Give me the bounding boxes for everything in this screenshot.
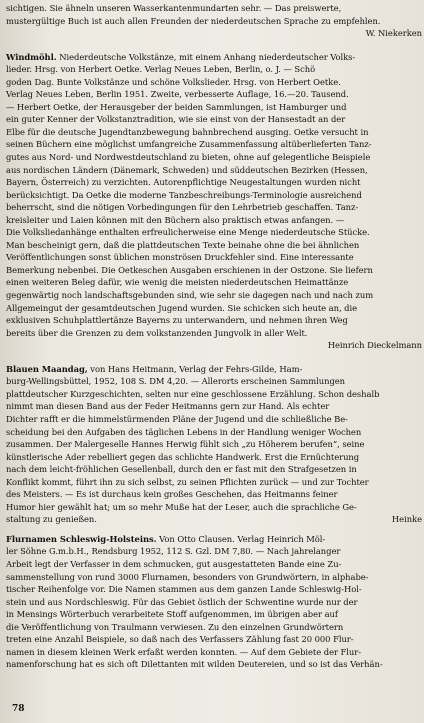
text-line: einen weiteren Beleg dafür, wie wenig die meisten niederdeutschen Heimattänze (6, 277, 349, 288)
text-line (6, 533, 422, 546)
text-line: nimmt man diesen Band aus der Feder Heitmanns gern zur Hand. Als echter (6, 401, 330, 412)
text-line: beherrscht, sind die nötigen Vorbedingungen für den Lehrbetrieb geschaffen. Tanz- (6, 202, 359, 213)
text-line-rest: von Hans Heitmann, Verlag der Fehrs-Gilde, Ham- (90, 363, 303, 374)
text-line: Bayern, Österreich) zu verzichten. Autorenpflichtige Neugestaltungen wurden nicht (6, 177, 361, 188)
text-line: Konflikt kommt, führt ihn zu sich selbst, zu seinen Pflichten zurück — und zur Tochter (6, 476, 369, 487)
text-line: scheidung bei den Aufgaben des täglichen Lebens in der Handlung weniger Wochen (6, 426, 362, 437)
text-line: ein guter Kenner der Volkstanztradition, wie sie einst von der Hansestadt an der (6, 114, 346, 125)
text-line: Man bescheinigt gern, daß die plattdeutschen Texte beinahe ohne die bei ähnlichen (6, 239, 360, 250)
text-line: des Meisters. — Es ist durchaus kein großes Geschehen, das Heitmanns feiner (6, 489, 338, 500)
review-blauen-maandag (6, 363, 422, 526)
review-flurnamen (6, 533, 422, 671)
text-line: Bemerkung nebenbei. Die Oetkeschen Ausgaben erschienen in der Ostzone. Sie liefern (6, 264, 373, 275)
reviewer-signature: Heinrich Dieckelmann (327, 340, 422, 351)
text-line: ler Söhne G.m.b.H., Rendsburg 1952, 112 S. Gzl. DM 7,80. — Nach jahrelanger (6, 546, 341, 557)
text-line: die Veröffentlichung von Traulmann verwiesen. Zu den einzelnen Grundwörtern (6, 621, 344, 632)
text-line: sichtigen. Sie ähneln unseren Wasserkantenmundarten sehr. — Das preiswerte, (6, 3, 342, 13)
review-heading: Flurnamen Schleswig-Holsteins. (6, 533, 157, 544)
page-number: 78 (12, 704, 25, 714)
review-heading: Windmöhl. (6, 51, 57, 62)
text-line: tischer Reihenfolge vor. Die Namen stammen aus dem ganzen Lande Schleswig-Hol- (6, 584, 362, 595)
text-line: namenforschung hat es sich oft Dilettanten mit wilden Deutereien, und so ist das Verhän- (6, 659, 383, 670)
text-line: zusammen. Der Malergeselle Hannes Herwig fühlt sich „zu Höherem berufen“, seine (6, 439, 365, 450)
text-line: stein und aus Nordschleswig. Für das Gebiet östlich der Schwentine wurde nur der (6, 596, 358, 607)
text-line-rest: Von Otto Clausen. Verlag Heinrich Möl- (159, 533, 326, 544)
text-line: Dichter rafft er die himmelstürmenden Pläne der Jugend und die schließliche Be- (6, 413, 348, 424)
text-line: seinen Büchern eine möglichst umfangreiche Zusammenfassung altüberlieferten Tanz- (6, 139, 372, 150)
review-windmoehl (6, 51, 422, 352)
text-line: Elbe für die deutsche Jugendtanzbewegung bahnbrechend ausging. Oetke versucht in (6, 126, 369, 137)
text-line: bereits über die Grenzen zu dem volkstanzenden Jungvolk in aller Welt. (6, 327, 308, 338)
text-line: sammenstellung von rund 3000 Flurnamen, besonders von Grundwörtern, in alphabe- (6, 571, 369, 582)
text-line: Arbeit legt der Verfasser in dem schmucken, gut ausgestatteten Bande eine Zu- (6, 558, 342, 569)
text-line: Verlag Neues Leben, Berlin 1951. Zweite, verbesserte Auflage, 16.—20. Tausend. (6, 89, 349, 100)
text-line: künstlerische Ader rebelliert gegen das schlichte Handwerk. Erst die Ernüchterung (6, 451, 360, 462)
text-line: Die Volksliedanhänge enthalten erfreulicherweise eine Menge niederdeutsche Stücke. (6, 227, 370, 238)
reviewer-signature: W. Niekerken (365, 28, 422, 39)
text-line: exklusiven Schuhplattlertänze Bayerns zu unterwandern, und nehmen ihren Weg (6, 315, 348, 326)
text-line: gegenwärtig noch landschaftsgebunden sind, wie sehr sie dagegen nach und nach zum (6, 290, 374, 301)
text-line: namen in diesem kleinen Werk erfaßt werden konnten. — Auf dem Gebiete der Flur- (6, 646, 362, 657)
text-line: treten eine Anzahl Beispiele, so daß nach des Verfassers Zählung fast 20 000 Flur- (6, 634, 354, 645)
review-heading: Blauen Maandag, (6, 363, 88, 374)
text-column (6, 2, 422, 671)
text-line: nach dem leicht-fröhlichen Gesellenball, durch den er fast mit den Strafgesetzen in (6, 464, 357, 475)
text-line: aus nordischen Ländern (Dänemark, Schweden) und süddeutschen Bezirken (Hessen, (6, 164, 368, 175)
text-line: Humor hier gewählt hat; um so mehr Muße hat der Leser, auch die sprachliche Ge- (6, 501, 357, 512)
review-wasserkante (6, 2, 422, 40)
text-line: berücksichtigt. Da Oetke die moderne Tanzbeschreibungs-Terminologie ausreichend (6, 189, 362, 200)
text-line (6, 51, 422, 64)
text-line: goden Dag. Bunte Volkstänze und schöne Volkslieder. Hrsg. von Herbert Oetke. (6, 76, 341, 87)
text-line (6, 513, 422, 526)
text-line: gutes aus Nord- und Nordwestdeutschland zu bieten, ohne auf gelegentliche Beispiele (6, 152, 371, 163)
text-line-rest: Niederdeutsche Volkstänze, mit einem Anhang niederdeutscher Volks- (59, 51, 356, 62)
text-line: in Mensings Wörterbuch verarbeitete Stoff aufgenommen, im übrigen aber auf (6, 609, 338, 620)
text-line-start: staltung zu genießen. (6, 514, 97, 525)
text-line: lieder. Hrsg. von Herbert Oetke. Verlag Neues Leben, Berlin, o. J. — Schö (6, 64, 316, 75)
reviewer-signature: Heinke (391, 514, 422, 525)
text-line: kreisleiter und Laien können mit den Büchern also praktisch etwas anfangen. — (6, 214, 345, 225)
text-line: Veröffentlichungen sonst üblichen monströsen Druckfehler sind. Eine interessante (6, 252, 354, 263)
text-line: plattdeutscher Kurzgeschichten, selten nur eine geschlossene Erzählung. Schon deshalb (6, 388, 380, 399)
text-line: Allgemeingut der gesamtdeutschen Jugend wurden. Sie schicken sich heute an, die (6, 302, 358, 313)
text-line: burg-Wellingsbüttel, 1952, 108 S. DM 4,20. — Allerorts erscheinen Sammlungen (6, 376, 346, 387)
text-line (6, 363, 422, 376)
text-line: — Herbert Oetke, der Herausgeber der beiden Sammlungen, ist Hamburger und (6, 101, 347, 112)
text-line: mustergültige Buch ist auch allen Freunden der niederdeutschen Sprache zu empfehlen. (6, 15, 381, 26)
